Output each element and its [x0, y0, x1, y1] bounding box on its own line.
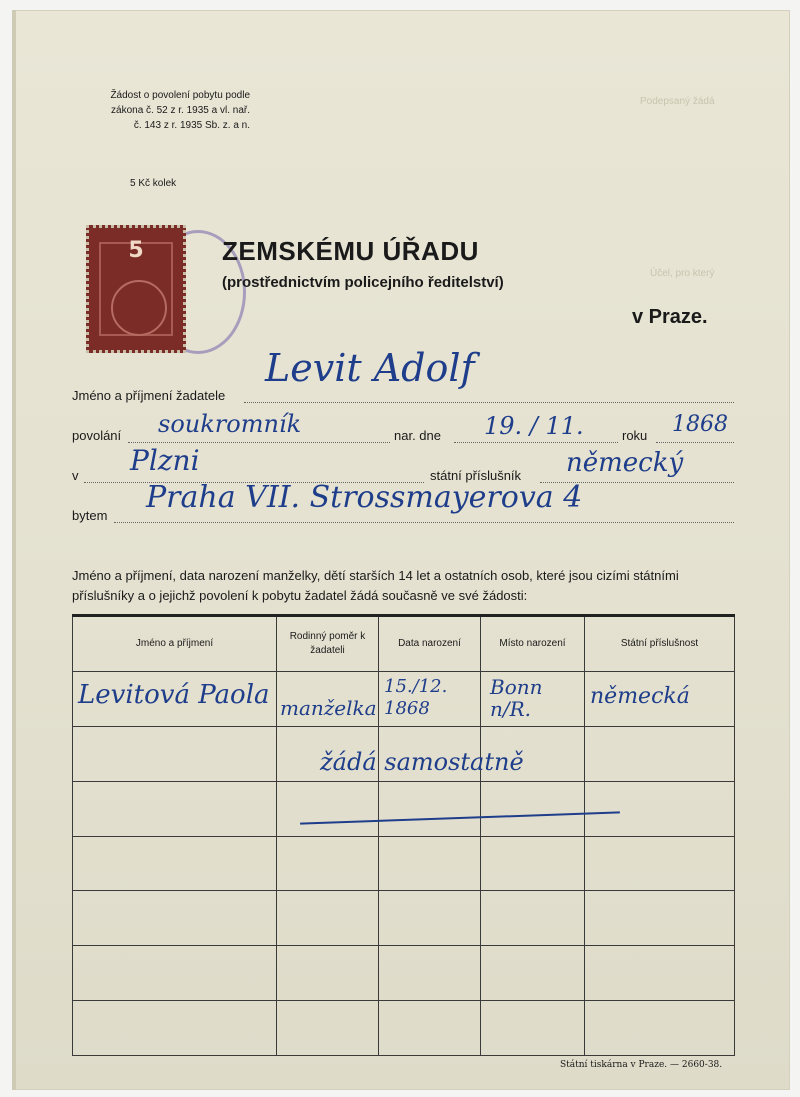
residence-label: bytem — [72, 508, 108, 523]
name-line — [244, 402, 734, 403]
family-birthplace-value: Bonn n/R. — [490, 675, 543, 721]
born-line — [454, 442, 618, 443]
page-edge — [12, 10, 16, 1090]
column-header: Státní příslušnost — [585, 616, 735, 672]
family-note: žádá samostatně — [320, 748, 524, 776]
law-reference — [72, 88, 250, 133]
year-label: roku — [622, 428, 648, 443]
column-header: Místo narození — [481, 616, 585, 672]
occupation-label: povolání — [72, 428, 122, 443]
column-header: Data narození — [379, 616, 481, 672]
column-header: Rodinný poměr k žadateli — [277, 616, 379, 672]
table-row — [73, 946, 735, 1001]
law-line: č. 143 z r. 1935 Sb. z. a n. — [133, 120, 250, 131]
name-label: Jméno a příjmení žadatele — [72, 388, 226, 403]
revenue-stamp-label: 5 Kč kolek — [130, 178, 177, 189]
stamp-value: 5 — [128, 238, 144, 263]
table-header-row — [73, 616, 735, 672]
table-row — [73, 891, 735, 946]
bleed-through-text: Účel, pro který — [650, 268, 715, 279]
residence-line — [114, 522, 734, 523]
table-row — [73, 1001, 735, 1056]
revenue-stamp-icon — [86, 225, 186, 353]
office-title: ZEMSKÉMU ÚŘADU — [222, 236, 479, 266]
citizen-value: německý — [566, 448, 684, 478]
occupation-value: soukromník — [158, 410, 302, 438]
family-relation-value: manželka — [280, 696, 377, 720]
place-value: Plzni — [130, 444, 200, 477]
year-value: 1868 — [672, 412, 728, 437]
office-location: v Praze. — [632, 306, 708, 328]
family-name-value: Levitová Paola — [78, 680, 270, 710]
born-label: nar. dne — [394, 428, 441, 443]
law-line: Žádost o povolení pobytu podle — [110, 90, 250, 101]
intro-text: Jméno a příjmení, data narození manželky, dětí starších 14 let a ostatních osob, které jsou cizími státními příslušníky a o jejichž povolení k pobytu žadatel žádá současně ve své žádosti: — [72, 568, 679, 603]
family-citizenship-value: německá — [590, 684, 690, 709]
place-label: v — [72, 468, 79, 483]
residence-value: Praha VII. Strossmayerova 4 — [146, 480, 583, 515]
column-header: Jméno a příjmení — [73, 616, 277, 672]
born-value: 19. / 11. — [484, 412, 584, 440]
citizen-label: státní příslušník — [430, 468, 522, 483]
printer-imprint: Státní tiskárna v Praze. — 2660-38. — [560, 1060, 723, 1070]
table-row — [73, 781, 735, 836]
family-birthdate-value: 15./12. 1868 — [384, 676, 448, 719]
occupation-line — [128, 442, 390, 443]
name-value: Levit Adolf — [265, 346, 475, 390]
bleed-through-text: Podepsaný žádá — [640, 96, 715, 107]
table-row — [73, 836, 735, 891]
office-subtitle: (prostřednictvím policejního ředitelství) — [222, 274, 504, 291]
year-line — [656, 442, 734, 443]
law-line: zákona č. 52 z r. 1935 a vl. nař. — [111, 105, 250, 116]
